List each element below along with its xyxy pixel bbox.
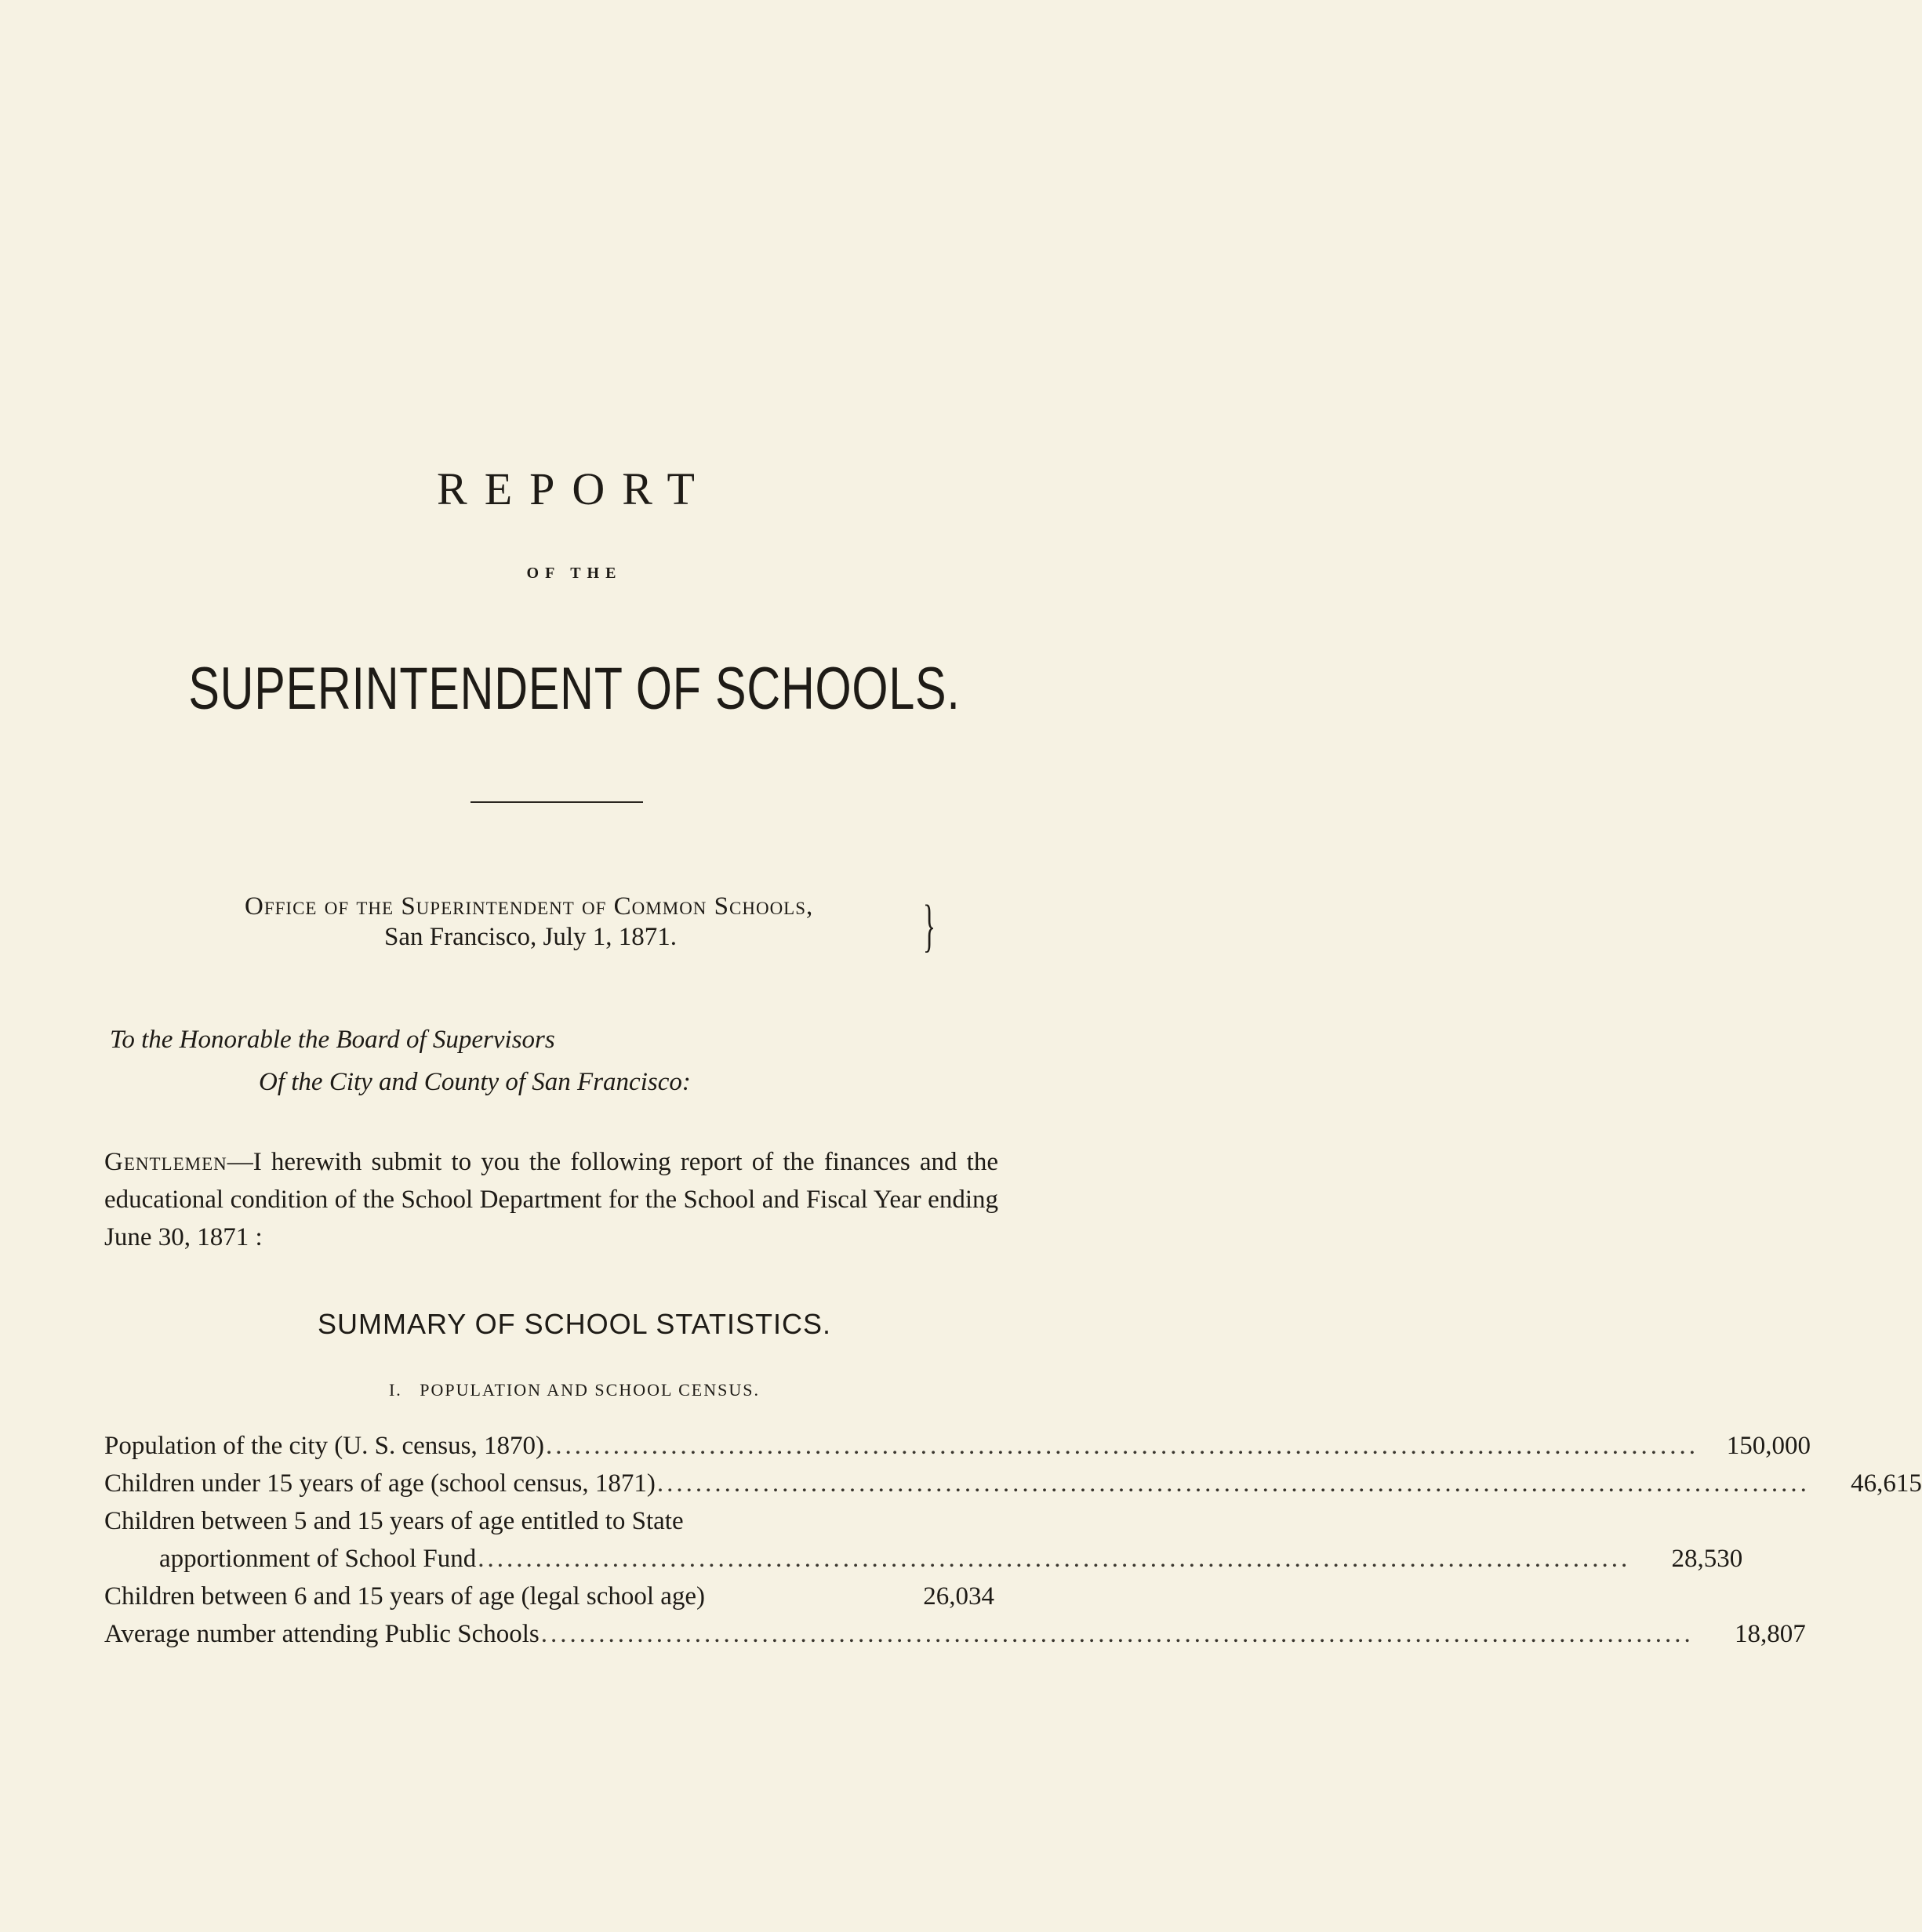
table-row xyxy=(104,1432,1811,1469)
body-paragraph xyxy=(104,1143,998,1256)
leader-dots: ........................................................................................................................ xyxy=(545,1432,1699,1460)
row-label: Children under 15 years of age (school census, 1871) xyxy=(104,1469,656,1498)
table-row xyxy=(104,1507,994,1545)
table-row xyxy=(104,1620,1806,1658)
row-label: Children between 5 and 15 years of age entitled to State xyxy=(104,1507,684,1535)
subheading-of-the: OF THE xyxy=(526,565,623,582)
office-line: Office of the Superintendent of Common Schools, xyxy=(245,892,814,921)
row-label: Children between 6 and 15 years of age (legal school age) xyxy=(104,1582,706,1611)
body-lead: Gentlemen xyxy=(104,1148,227,1176)
row-label: Population of the city (U. S. census, 1870) xyxy=(104,1432,544,1460)
row-value: 28,530 xyxy=(1671,1545,1743,1573)
row-label: apportionment of School Fund xyxy=(159,1545,477,1573)
statistics-table xyxy=(104,1432,1922,1658)
row-value: 26,034 xyxy=(923,1582,994,1611)
leader-dots: ........................................................................................................................ xyxy=(478,1545,1631,1573)
row-value: 18,807 xyxy=(1735,1620,1806,1648)
brace-glyph: } xyxy=(923,894,936,958)
table-row xyxy=(104,1545,1743,1582)
row-value: 150,000 xyxy=(1726,1432,1811,1460)
divider-rule xyxy=(471,801,643,803)
row-label: Average number attending Public Schools xyxy=(104,1620,540,1648)
body-text: —I herewith submit to you the following report of the finances and the educational condition of the School Department for the School and Fiscal Year ending June 30, 1871 : xyxy=(104,1148,998,1251)
row-value: 46,615 xyxy=(1851,1469,1922,1498)
page-title: SUPERINTENDENT OF SCHOOLS. xyxy=(188,656,961,722)
leader-dots: ........................................................................................................................ xyxy=(540,1620,1694,1648)
leader-dots: ........................................................................................................................ xyxy=(656,1469,1810,1498)
table-row xyxy=(104,1582,994,1620)
table-row xyxy=(104,1469,1922,1507)
summary-heading: SUMMARY OF SCHOOL STATISTICS. xyxy=(317,1308,832,1340)
salutation-line-2: Of the City and County of San Francisco: xyxy=(259,1068,691,1096)
section-heading: I. POPULATION AND SCHOOL CENSUS. xyxy=(388,1380,760,1400)
report-heading: REPORT xyxy=(437,463,712,514)
office-address-block xyxy=(245,892,936,958)
office-date: San Francisco, July 1, 1871. xyxy=(384,923,678,951)
salutation-line-1: To the Honorable the Board of Supervisors xyxy=(110,1026,555,1054)
